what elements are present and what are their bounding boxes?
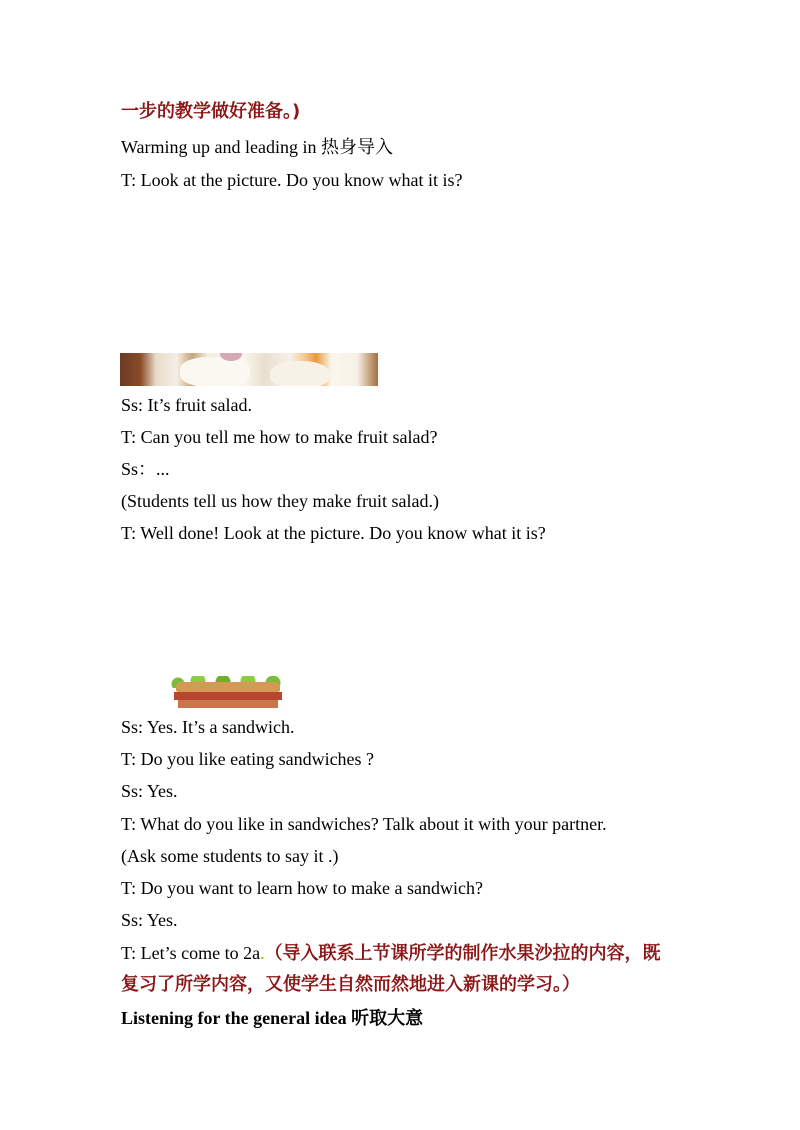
dialogue-line: Ss: It’s fruit salad.	[121, 395, 252, 415]
dialogue-line: Ss: Yes. It’s a sandwich.	[121, 717, 295, 737]
note-text-prev-step: 一步的教学做好准备。)	[121, 101, 301, 122]
dialogue-line: T: Well done! Look at the picture. Do you know what it is?	[121, 523, 546, 543]
heading-english: Warming up and leading in	[121, 137, 322, 157]
dialogue-text: T: Let’s come to 2a	[121, 943, 261, 963]
section-heading-listening	[121, 1006, 423, 1031]
heading-chinese: 听取大意	[351, 1008, 424, 1029]
teaching-note: （导入联系上节课所学的制作水果沙拉的内容，既	[264, 943, 661, 964]
fruit-salad-image	[120, 353, 378, 386]
teaching-note-continued: 复习了所学内容，又使学生自然而然地进入新课的学习。）	[121, 974, 580, 995]
dialogue-line: Ss: Yes.	[121, 781, 178, 801]
dialogue-period: .	[260, 943, 265, 963]
dialogue-line: (Students tell us how they make fruit salad.)	[121, 491, 439, 511]
dialogue-line: (Ask some students to say it .)	[121, 846, 339, 866]
dialogue-line: T: Can you tell me how to make fruit salad?	[121, 427, 438, 447]
dialogue-line: T: What do you like in sandwiches? Talk about it with your partner.	[121, 814, 607, 834]
dialogue-line: T: Do you like eating sandwiches ?	[121, 749, 375, 769]
heading-english: Listening for the general idea	[121, 1008, 352, 1028]
dialogue-line: Ss：...	[121, 459, 170, 479]
section-heading-warming-up	[121, 135, 393, 160]
sandwich-image	[168, 676, 288, 708]
dialogue-line: T: Look at the picture. Do you know what it is?	[121, 170, 463, 190]
dialogue-line: T: Do you want to learn how to make a sandwich?	[121, 878, 484, 898]
dialogue-line-with-note	[121, 941, 661, 966]
dialogue-line: Ss: Yes.	[121, 910, 178, 930]
heading-chinese: 热身导入	[321, 137, 394, 158]
